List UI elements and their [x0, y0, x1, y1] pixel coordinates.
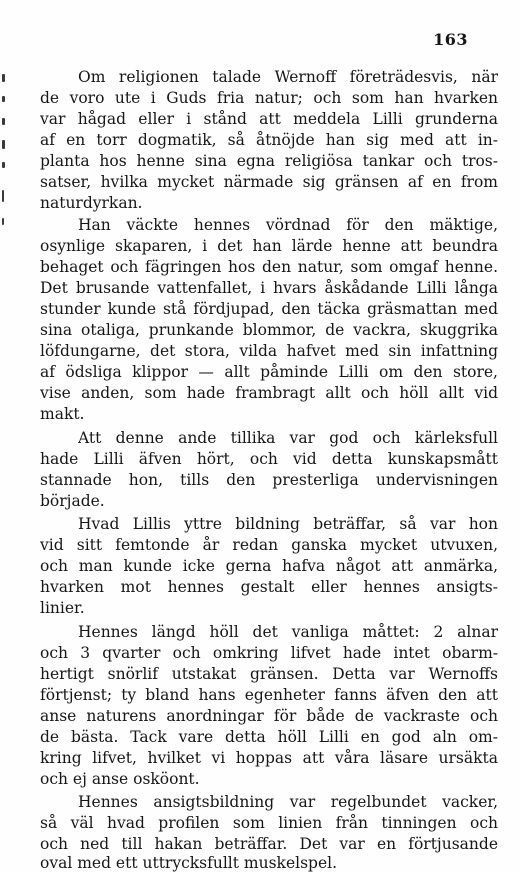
text-line: oval med ett uttrycksfullt muskelspel.	[40, 854, 338, 872]
text-line: hvarken mot hennes gestalt eller hennes ansigts-	[40, 578, 498, 596]
text-line: sina otaliga, prunkande blommor, de vackra, skuggrika	[40, 321, 498, 339]
page-number: 163	[433, 30, 468, 49]
text-line: var hågad eller i stånd att meddela Lilli grunderna	[40, 110, 498, 128]
text-line: osynlige skaparen, i det han lärde henne att beundra	[40, 237, 498, 255]
text-line: och man kunde icke gerna hafva något att anmärka,	[40, 557, 498, 575]
text-line: stunder kunde stå fördjupad, den täcka gräsmattan med	[40, 300, 498, 318]
text-line: Hennes ansigtsbildning var regelbundet vacker,	[78, 793, 498, 811]
text-line: de bästa. Tack vare detta höll Lilli en god aln om-	[40, 728, 498, 746]
text-line: löfdungarne, det stora, vilda hafvet med sin infattning	[40, 342, 498, 360]
text-line: hertigt snörlif utstakat gränsen. Detta var Wernoffs	[40, 665, 498, 683]
text-line: och ej anse osköont.	[40, 770, 200, 788]
text-line: Om religionen talade Wernoff företrädesvis, när	[78, 68, 498, 86]
text-line: anse naturens anordningar för både de vackraste och	[40, 707, 498, 725]
text-line: Det brusande vattenfallet, i hvars åskådande Lilli långa	[40, 279, 498, 297]
text-line: började.	[40, 492, 105, 510]
text-line: de voro ute i Guds fria natur; och som han hvarken	[40, 89, 498, 107]
text-line: så väl hvad profilen som linien från tinningen och	[40, 814, 498, 832]
text-line: förtjenst; ty bland hans egenheter fanns äfven den att	[40, 686, 498, 704]
text-line: planta hos henne sina egna religiösa tankar och tros-	[40, 152, 498, 170]
text-line: satser, hvilka mycket närmade sig gränsen af en from	[40, 173, 498, 191]
text-line: Hennes längd höll det vanliga måttet: 2 alnar	[78, 623, 498, 641]
text-line: kring lifvet, hvilket vi hoppas att våra läsare ursäkta	[40, 749, 498, 767]
text-line: stannade hon, tills den presterliga undervisningen	[40, 471, 498, 489]
text-line: och ned till hakan beträffar. Det var en förtjusande	[40, 835, 498, 853]
margin-marks	[0, 70, 12, 270]
text-line: af en torr dogmatik, så åtnöjde han sig med att in-	[40, 131, 498, 149]
text-line: af ödsliga klippor — allt påminde Lilli om den store,	[40, 363, 498, 381]
text-line: behaget och fägringen hos den natur, som omgaf henne.	[40, 258, 498, 276]
text-line: vise anden, som hade frambragt allt och höll allt vid	[40, 384, 498, 402]
text-line: Att denne ande tillika var god och kärleksfull	[78, 429, 498, 447]
text-line: naturdyrkan.	[40, 194, 143, 212]
text-line: Han väckte hennes vördnad för den mäktige,	[78, 216, 498, 234]
text-line: Hvad Lillis yttre bildning beträffar, så var hon	[78, 515, 498, 533]
text-line: hade Lilli äfven hört, och vid detta kunskapsmått	[40, 450, 498, 468]
text-line: linier.	[40, 599, 85, 617]
text-line: och 3 qvarter och omkring lifvet hade intet obarm-	[40, 644, 498, 662]
text-line: makt.	[40, 405, 85, 423]
text-line: vid sitt femtonde år redan ganska mycket utvuxen,	[40, 536, 498, 554]
